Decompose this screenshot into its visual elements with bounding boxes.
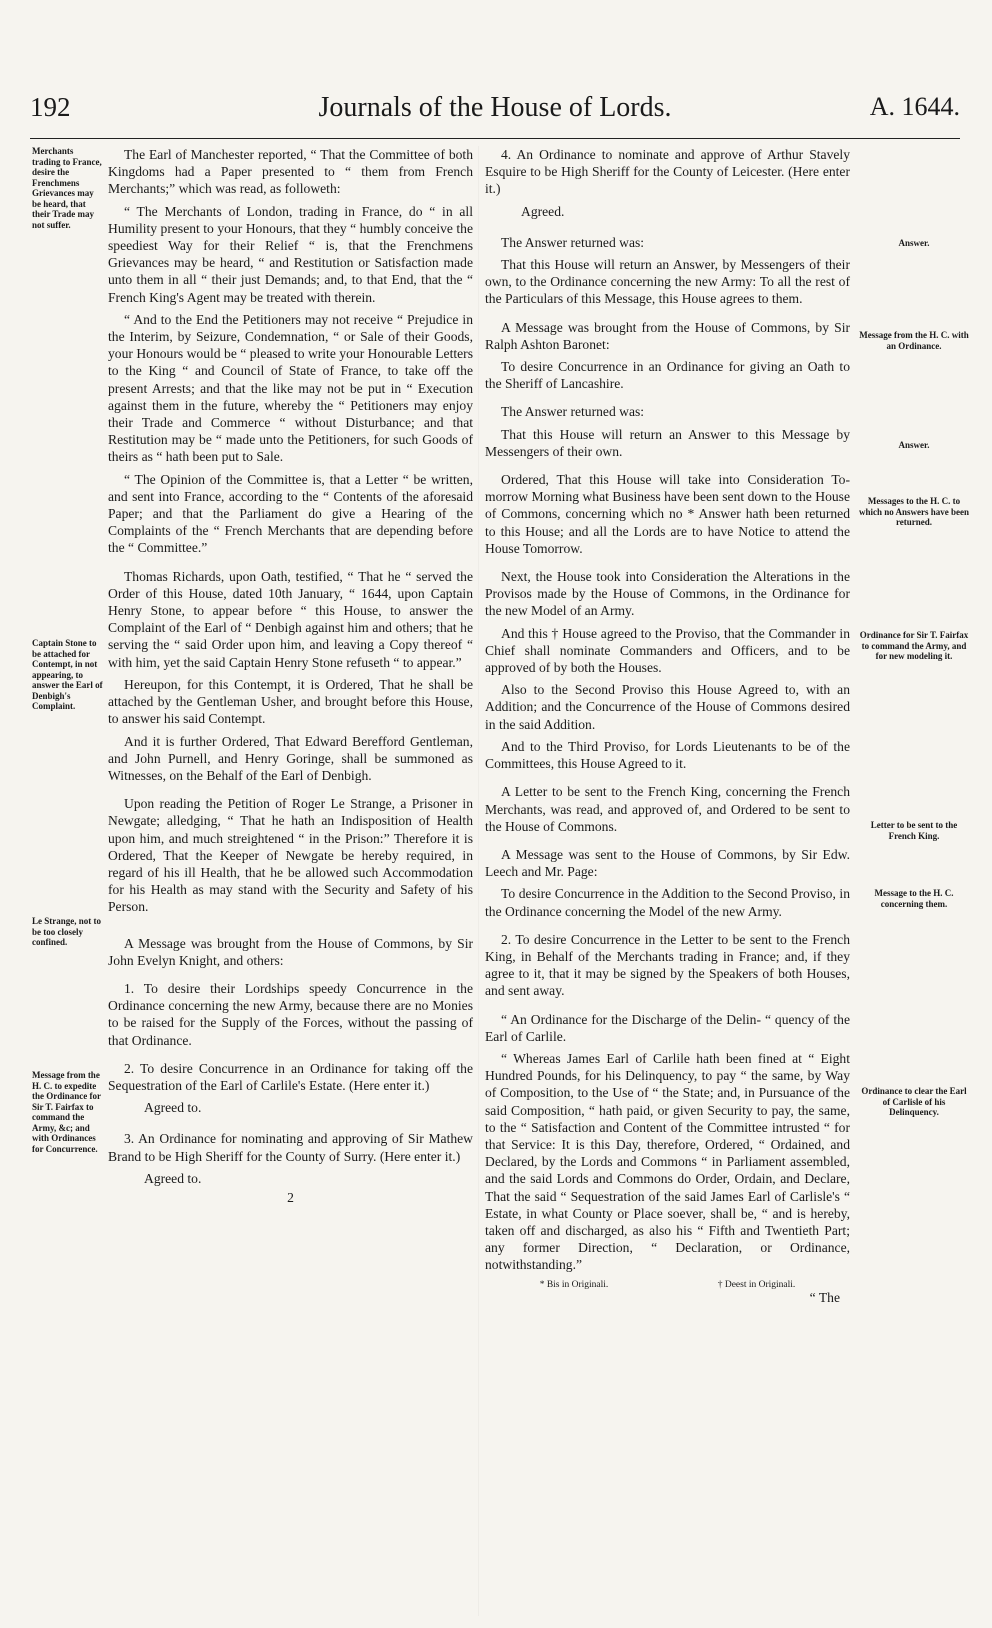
- paragraph: 2. To desire Concurrence in the Letter to be sent to the French King, in Behalf of the Merchants trading in France; and, if they agree to it, that it may be signed by the Speakers of both Houses, and sent away.: [485, 931, 850, 999]
- paragraph: A Message was sent to the House of Commons, by Sir Edw. Leech and Mr. Page:: [485, 846, 850, 880]
- margin-note: Messages to the H. C. to which no Answers have been returned.: [858, 496, 969, 527]
- paragraph: “ The Merchants of London, trading in France, do “ in all Humility present to your Honours, that they “ humbly conceive the speediest Way for their Relief “ is, that the Frenchmens Grievances may be heard, “ and Restitution or Satisfaction made unto them in all “ their just Demands; and, to that End, that the “ French King's Agent may be treated with therein.: [108, 203, 473, 305]
- margin-note: Answer.: [898, 238, 930, 248]
- agreed-line: Agreed.: [521, 203, 565, 219]
- agreed-line: Agreed to.: [144, 1170, 202, 1186]
- page-number: 192: [30, 92, 71, 122]
- paragraph: “ Whereas James Earl of Carlile hath been fined at “ Eight Hundred Pounds, for his Delinquency, to pay “ the same, by Way of Composition, to the Use of “ the State; and, in Pursuance of the said Composition, “ hath paid, or given Security to pay, the same, to the “ Satisfaction and Content of the Committee intrusted “ for that Service: It is this Day, therefore, Ordered, “ Ordained, and Declared, by the Lords and Commons “ in Parliament assembled, and the said Lords and Commons do Order, Ordain, and Declare, That the said “ Sequestration of the said James Earl of Carlisle's “ Estate, in what County or Place soever, shall be, “ and is hereby, taken off and discharged, as also his “ Fifth and Twentieth Part; any former Direction, “ Declaration, or Ordinance, notwithstanding.”: [485, 1050, 850, 1273]
- paragraph: Ordered, That this House will take into Consideration To-morrow Morning what Business have been sent down to the House of Commons, concerning which no * Answer hath been returned to this House; and all the Lords are to have Notice to attend the House Tomorrow.: [485, 472, 850, 556]
- paragraph: And to the Third Proviso, for Lords Lieutenants to be of the Committees, this House Agreed to it.: [485, 738, 850, 772]
- page-title: Journals of the House of Lords.: [318, 92, 672, 123]
- margin-note: Letter to be sent to the French King.: [870, 820, 958, 841]
- margin-note: Message to the H. C. concerning them.: [874, 888, 954, 909]
- page-header: [30, 92, 960, 139]
- paragraph: That this House will return an Answer to this Message by Messengers of their own.: [485, 426, 850, 459]
- paragraph: 3. An Ordinance for nominating and approving of Sir Mathew Brand to be High Sheriff for the County of Surry. (Here enter it.): [108, 1131, 473, 1164]
- paragraph: That this House will return an Answer, by Messengers of their own, to the Ordinance concerning the new Army: To all the rest of the Particulars of this Message, this House agrees to them.: [485, 257, 850, 307]
- paragraph: Upon reading the Petition of Roger Le Strange, a Prisoner in Newgate; alledging, “ That he hath an Indisposition of Health upon him, and much streightened “ in the Prison:” Therefore it is Ordered, That the Keeper of Newgate be hereby required, in regard of his ill Health, that he be allowed such Accommodation for his Health as may stand with the Security and Safety of his Person.: [108, 796, 473, 915]
- paragraph: Next, the House took into Consideration the Alterations in the Provisos made by the House of Commons, in the Ordinance for the new Model of an Army.: [485, 569, 850, 619]
- margin-note: Message from the H. C. to expedite the Ordinance for Sir T. Fairfax to command the Army, &c; and with Ordinances for Concurrence.: [32, 1070, 101, 1154]
- margin-note: Ordinance to clear the Earl of Carlisle of his Delinquency.: [861, 1086, 967, 1117]
- catchword: “ The: [809, 1289, 840, 1305]
- footnotes: [485, 1280, 850, 1290]
- left-column: [108, 146, 473, 1211]
- paragraph: 4. An Ordinance to nominate and approve of Arthur Stavely Esquire to be High Sheriff for the County of Leicester. (Here enter it.): [485, 147, 850, 197]
- paragraph: And it is further Ordered, That Edward Berefford Gentleman, and John Purnell, and Henry Goringe, shall be summoned as Witnesses, on the Behalf of the Earl of Denbigh.: [108, 733, 473, 783]
- margin-note: Ordinance for Sir T. Fairfax to command the Army, and for new modeling it.: [859, 630, 969, 661]
- margin-note: Captain Stone to be attached for Contempt, in not appearing, to answer the Earl of Denbigh's Complaint.: [32, 638, 103, 711]
- paragraph: The Answer returned was:: [501, 234, 645, 250]
- paragraph: “ And to the End the Petitioners may not receive “ Prejudice in the Interim, by Seizure, Condemnation, “ or Sale of their Goods, your Honours would be “ pleased to write your Honourable Letters to the King “ and Council of State of France, to take off the present Arrests; and that the like may not be put in “ Execution against them in the future, whereby the “ Petitioners may enjoy their Trade and Commerce “ without Disturbance; and that Restitution may be “ made unto the Petitioners, for such Goods of theirs as “ hath been put to Sale.: [108, 311, 473, 465]
- paragraph: The Earl of Manchester reported, “ That the Committee of both Kingdoms had a Paper presented to “ them from French Merchants;” which was read, as followeth:: [108, 147, 473, 197]
- signature-mark: 2: [287, 1189, 294, 1205]
- paragraph: 1. To desire their Lordships speedy Concurrence in the Ordinance concerning the new Army, because there are no Monies to be raised for the Supply of the Forces, without the passing of that Ordinance.: [108, 980, 473, 1048]
- margin-note: Le Strange, not to be too closely confined.: [32, 916, 101, 947]
- margin-note: Message from the H. C. with an Ordinance.: [859, 330, 969, 351]
- paragraph: To desire Concurrence in the Addition to the Second Proviso, in the Ordinance concerning the Model of the new Army.: [485, 886, 850, 919]
- page-fold: [478, 146, 479, 1616]
- paragraph: Thomas Richards, upon Oath, testified, “ That he “ served the Order of this House, dated 10th January, “ 1644, upon Captain Henry Stone, to appear before “ this House, to answer the Complaint of the Earl of “ Denbigh against him and others; that he serving the “ said Order upon him, and leaving a Copy thereof “ with him, yet the said Captain Henry Stone refuseth “ to appear.”: [108, 568, 473, 670]
- margin-note: Merchants trading to France, desire the Frenchmens Grievances may be heard, that their Trade may not suffer.: [32, 146, 102, 230]
- paragraph: 2. To desire Concurrence in an Ordinance for taking off the Sequestration of the Earl of Carlile's Estate. (Here enter it.): [108, 1060, 473, 1093]
- agreed-line: Agreed to.: [144, 1100, 202, 1116]
- paragraph: A Letter to be sent to the French King, concerning the French Merchants, was read, and approved of, and Ordered to be sent to the House of Commons.: [485, 784, 850, 834]
- paragraph: The Answer returned was:: [501, 404, 645, 420]
- page-year: A. 1644.: [869, 92, 960, 121]
- paragraph: Also to the Second Proviso this House Agreed to, with an Addition; and the Concurrence of the House of Commons desired in the said Addition.: [485, 682, 850, 732]
- paragraph: Hereupon, for this Contempt, it is Ordered, That he shall be attached by the Gentleman Usher, and brought before this House, to answer his said Contempt.: [108, 676, 473, 727]
- paragraph: A Message was brought from the House of Commons, by Sir John Evelyn Knight, and others:: [108, 935, 473, 968]
- footnote: * Bis in Originali.: [539, 1279, 609, 1290]
- right-column: [485, 146, 850, 1306]
- footnote: † Deest in Originali.: [717, 1279, 796, 1290]
- paragraph: A Message was brought from the House of Commons, by Sir Ralph Ashton Baronet:: [485, 319, 850, 352]
- paragraph: To desire Concurrence in an Ordinance for giving an Oath to the Sheriff of Lancashire.: [485, 359, 850, 392]
- ordinance-title: “ An Ordinance for the Discharge of the Delin- “ quency of the Earl of Carlile.: [485, 1011, 850, 1044]
- paragraph: “ The Opinion of the Committee is, that a Letter “ be written, and sent into France, according to the “ Contents of the aforesaid Paper; and that the Parliament do give a Hearing of the Complaints of the “ French Merchants that are depending before the “ Committee.”: [108, 471, 473, 556]
- paragraph: And this † House agreed to the Proviso, that the Commander in Chief shall nominate Commanders and Officers, and to be approved of by both the Houses.: [485, 625, 850, 676]
- margin-note: Answer.: [898, 440, 930, 450]
